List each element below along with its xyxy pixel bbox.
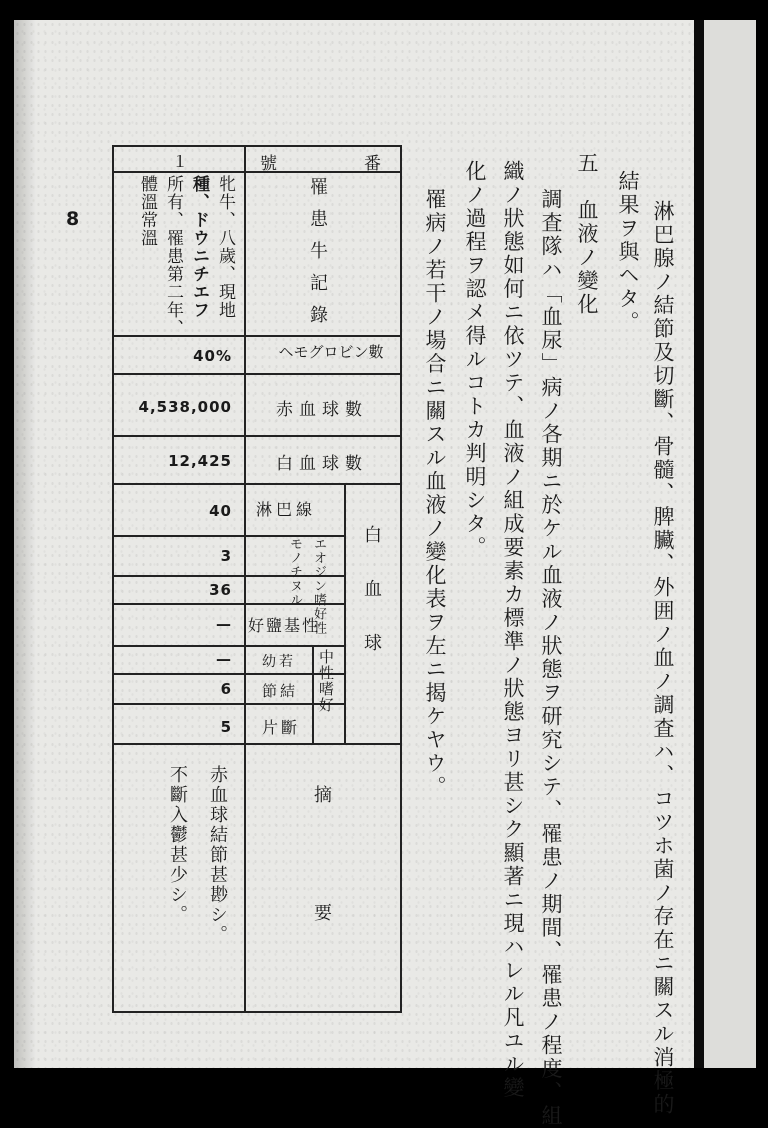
record-text-1: 牝牛、八歲、現地 xyxy=(215,175,235,319)
body-line-4: 調査隊ハ「血尿」病ノ各期ニ於ケル血液ノ狀態ヲ研究シテ、罹患ノ期間、罹患ノ程度、組 xyxy=(539,188,563,1128)
page-binding-strip xyxy=(694,20,704,1068)
body-line-1: 淋巴腺ノ結節及切斷、骨髓、脾臟、外囲ノ血ノ調査ハ、コツホ菌ノ存在ニ關スル消極的 xyxy=(651,200,675,1117)
record-text-3: 所有、罹患第二年、 xyxy=(163,175,183,337)
basophil-label: 好鹽基性 xyxy=(248,616,321,635)
header-left: １ xyxy=(172,152,189,171)
body-line-2: 結果ヲ與ヘタ。 xyxy=(616,170,640,335)
summary-line-1: 赤血球結節甚尠シ。 xyxy=(207,765,228,945)
summary-line-2: 不斷入鬱甚少シ。 xyxy=(167,765,188,925)
monocyte-label: モノチヌル xyxy=(287,537,302,607)
segmented-label: 片斷 xyxy=(262,718,301,737)
rbc-label: 赤血球數 xyxy=(276,400,368,420)
summary-label: 摘要 xyxy=(311,785,332,1021)
body-line-7: 罹病ノ若干ノ場合ニ關スル血液ノ變化表ヲ左ニ揭ケヤウ。 xyxy=(423,188,447,799)
page-shadow xyxy=(14,20,36,1068)
table-rule xyxy=(400,145,402,1013)
record-text-2: 種、ドウニチエフ xyxy=(189,175,209,319)
table-rule xyxy=(112,145,114,1013)
table-rule xyxy=(112,703,344,705)
table-rule xyxy=(112,1011,402,1013)
table-rule xyxy=(112,645,344,647)
wbc-label: 白血球數 xyxy=(276,454,368,474)
header-number-label-2: 番 xyxy=(364,154,381,174)
table-rule xyxy=(112,535,344,537)
monocyte-value: 36 xyxy=(209,581,232,599)
basophil-value: — xyxy=(216,615,232,633)
eosinophil-value: 3 xyxy=(220,547,232,565)
table-rule xyxy=(112,145,402,147)
eosinophil-label: エオジン嗜好性 xyxy=(311,537,326,635)
table-rule xyxy=(112,483,402,485)
table-rule xyxy=(112,171,402,173)
record-label: 罹患牛記錄 xyxy=(307,177,328,337)
body-line-5: 織ノ狀態如何ニ依ツテ、血液ノ組成要素カ標準ノ狀態ヨリ甚シク顯著ニ現ハレル凡ユル變 xyxy=(501,160,525,1100)
lymphocyte-label: 淋巴線 xyxy=(256,500,317,519)
neutrophil-group-label: 中性嗜好 xyxy=(317,649,335,713)
page-edge xyxy=(704,20,756,1068)
table-rule xyxy=(112,373,402,375)
rbc-value: 4,538,000 xyxy=(138,398,232,416)
table-rule xyxy=(244,145,246,1013)
young-value: — xyxy=(216,650,232,668)
hemoglobin-label: ヘモグロビン數 xyxy=(278,343,384,361)
header-number-label: 號 xyxy=(260,154,277,174)
segmented-value: 5 xyxy=(220,718,232,736)
table-rule xyxy=(344,483,346,743)
blood-change-table xyxy=(112,145,402,1021)
lymphocyte-value: 40 xyxy=(209,502,232,520)
young-label: 幼若 xyxy=(262,654,296,670)
table-rule xyxy=(312,645,314,743)
table-rule xyxy=(112,575,344,577)
section-heading: 五 血液ノ變化 xyxy=(575,152,599,317)
table-rule xyxy=(112,603,344,605)
hemoglobin-value: 40% xyxy=(193,347,232,365)
table-rule xyxy=(112,335,402,337)
table-rule xyxy=(112,673,344,675)
band-label: 節結 xyxy=(262,682,299,700)
wbc-value: 12,425 xyxy=(168,452,232,470)
table-rule xyxy=(112,743,402,745)
band-value: 6 xyxy=(220,680,232,698)
leukocyte-group-label: 白血球 xyxy=(361,525,382,687)
body-line-6: 化ノ過程ヲ認メ得ルコトカ判明シタ。 xyxy=(463,160,487,560)
page-number: 8 xyxy=(66,208,80,230)
table-rule xyxy=(112,435,402,437)
record-text-4: 體溫常溫 xyxy=(137,175,157,247)
